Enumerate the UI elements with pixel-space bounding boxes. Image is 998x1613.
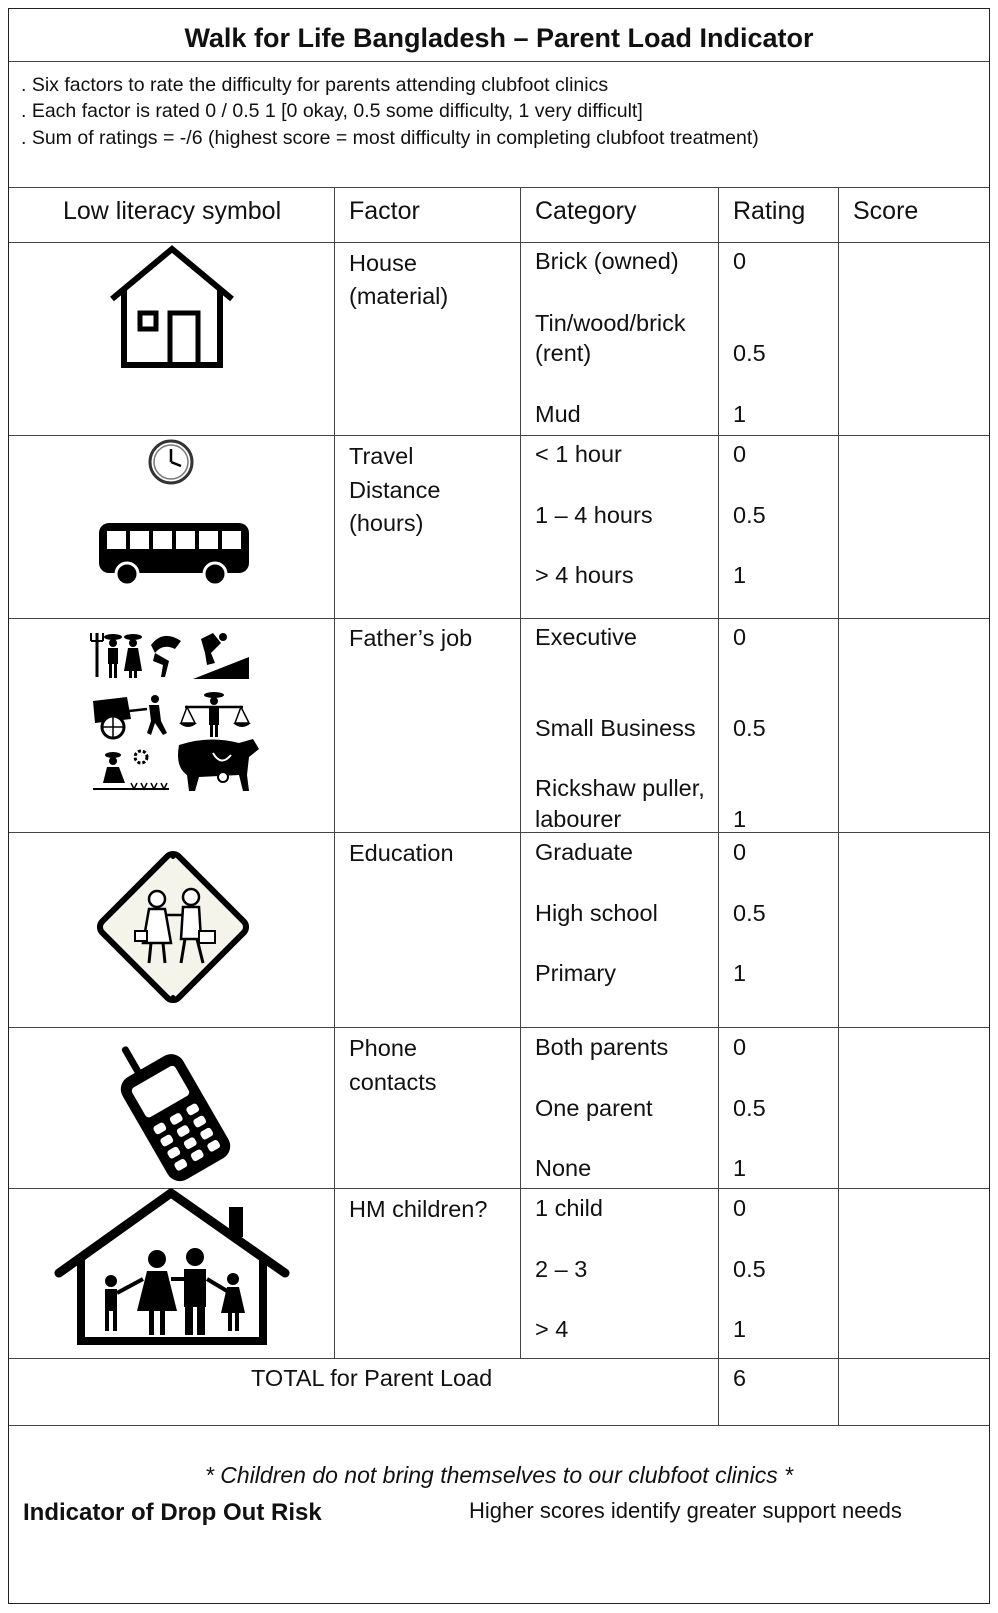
rating-value: 0 <box>733 624 747 650</box>
rating-value: 1 <box>733 1155 747 1181</box>
category-label: Executive <box>535 624 637 650</box>
note-line: . Sum of ratings = -/6 (highest score = most difficulty in completing clubfoot treatment) <box>21 127 759 149</box>
factor-label: (material) <box>349 283 449 309</box>
grid-line <box>838 187 839 1425</box>
category-label: labourer <box>535 806 622 832</box>
category-label: Graduate <box>535 839 633 865</box>
grid-line <box>9 187 989 188</box>
grid-line <box>9 832 989 833</box>
rating-value: 1 <box>733 1316 747 1342</box>
factor-label: Phone <box>349 1035 417 1061</box>
rating-value: 0 <box>733 1034 747 1060</box>
category-label: 1 – 4 hours <box>535 502 653 528</box>
factor-label: (hours) <box>349 510 424 536</box>
grid-line <box>334 187 335 1358</box>
mobile-phone-icon <box>109 1029 239 1181</box>
school-sign-icon <box>91 845 255 1009</box>
footer-note: * Children do not bring themselves to our clubfoot clinics * <box>204 1462 794 1488</box>
grid-line <box>9 1358 989 1359</box>
grid-line <box>9 1425 989 1426</box>
category-label: > 4 hours <box>535 562 634 588</box>
rating-value: 1 <box>733 562 747 588</box>
rating-value: 0.5 <box>733 715 766 741</box>
page-title: Walk for Life Bangladesh – Parent Load Indicator <box>184 23 814 53</box>
category-label: 2 – 3 <box>535 1256 588 1282</box>
total-value: 6 <box>733 1365 747 1391</box>
clock-bus-icon <box>97 439 257 589</box>
note-line: . Each factor is rated 0 / 0.5 1 [0 okay, 0.5 some difficulty, 1 very difficult] <box>21 100 643 122</box>
rating-value: 0.5 <box>733 900 766 926</box>
workers-icon <box>89 627 259 797</box>
rating-value: 1 <box>733 401 747 427</box>
category-label: None <box>535 1155 592 1181</box>
category-label: Rickshaw puller, <box>535 775 705 801</box>
category-label: > 4 <box>535 1316 569 1342</box>
header-rating: Rating <box>733 197 806 225</box>
grid-line <box>9 618 989 619</box>
footer-support-note: Higher scores identify greater support needs <box>469 1498 902 1523</box>
factor-label: Father’s job <box>349 625 473 651</box>
category-label: Both parents <box>535 1034 669 1060</box>
category-label: Tin/wood/brick <box>535 310 686 336</box>
rating-value: 0 <box>733 441 747 467</box>
grid-line <box>520 187 521 1358</box>
house-icon <box>104 241 244 371</box>
grid-line <box>9 1027 989 1028</box>
rating-value: 0.5 <box>733 1095 766 1121</box>
factor-label: Travel <box>349 443 414 469</box>
footer-indicator-title: Indicator of Drop Out Risk <box>23 1499 322 1526</box>
factor-label: Education <box>349 840 454 866</box>
header-factor: Factor <box>349 197 420 225</box>
category-label: Brick (owned) <box>535 248 679 274</box>
grid-line <box>9 435 989 436</box>
header-category: Category <box>535 197 637 225</box>
factor-label: HM children? <box>349 1196 488 1222</box>
grid-line <box>9 61 989 62</box>
factor-label: House <box>349 250 417 276</box>
factor-label: contacts <box>349 1069 437 1095</box>
header-symbol: Low literacy symbol <box>63 197 282 225</box>
category-label: High school <box>535 900 658 926</box>
note-line: . Six factors to rate the difficulty for parents attending clubfoot clinics <box>21 74 609 96</box>
rating-value: 0 <box>733 248 747 274</box>
header-score: Score <box>853 197 919 225</box>
factor-label: Distance <box>349 477 441 503</box>
rating-value: 0.5 <box>733 502 766 528</box>
grid-line <box>718 187 719 1425</box>
total-label: TOTAL for Parent Load <box>251 1365 493 1391</box>
category-label: Primary <box>535 960 616 986</box>
rating-value: 0.5 <box>733 1256 766 1282</box>
rating-value: 1 <box>733 960 747 986</box>
category-label: < 1 hour <box>535 441 622 467</box>
family-house-icon <box>53 1187 293 1347</box>
rating-value: 1 <box>733 806 747 832</box>
category-label: 1 child <box>535 1195 603 1221</box>
category-label: One parent <box>535 1095 653 1121</box>
category-label: (rent) <box>535 340 592 366</box>
category-label: Small Business <box>535 715 696 741</box>
parent-load-indicator-sheet <box>8 8 990 1604</box>
rating-value: 0 <box>733 1195 747 1221</box>
rating-value: 0.5 <box>733 340 766 366</box>
category-label: Mud <box>535 401 581 427</box>
rating-value: 0 <box>733 839 747 865</box>
